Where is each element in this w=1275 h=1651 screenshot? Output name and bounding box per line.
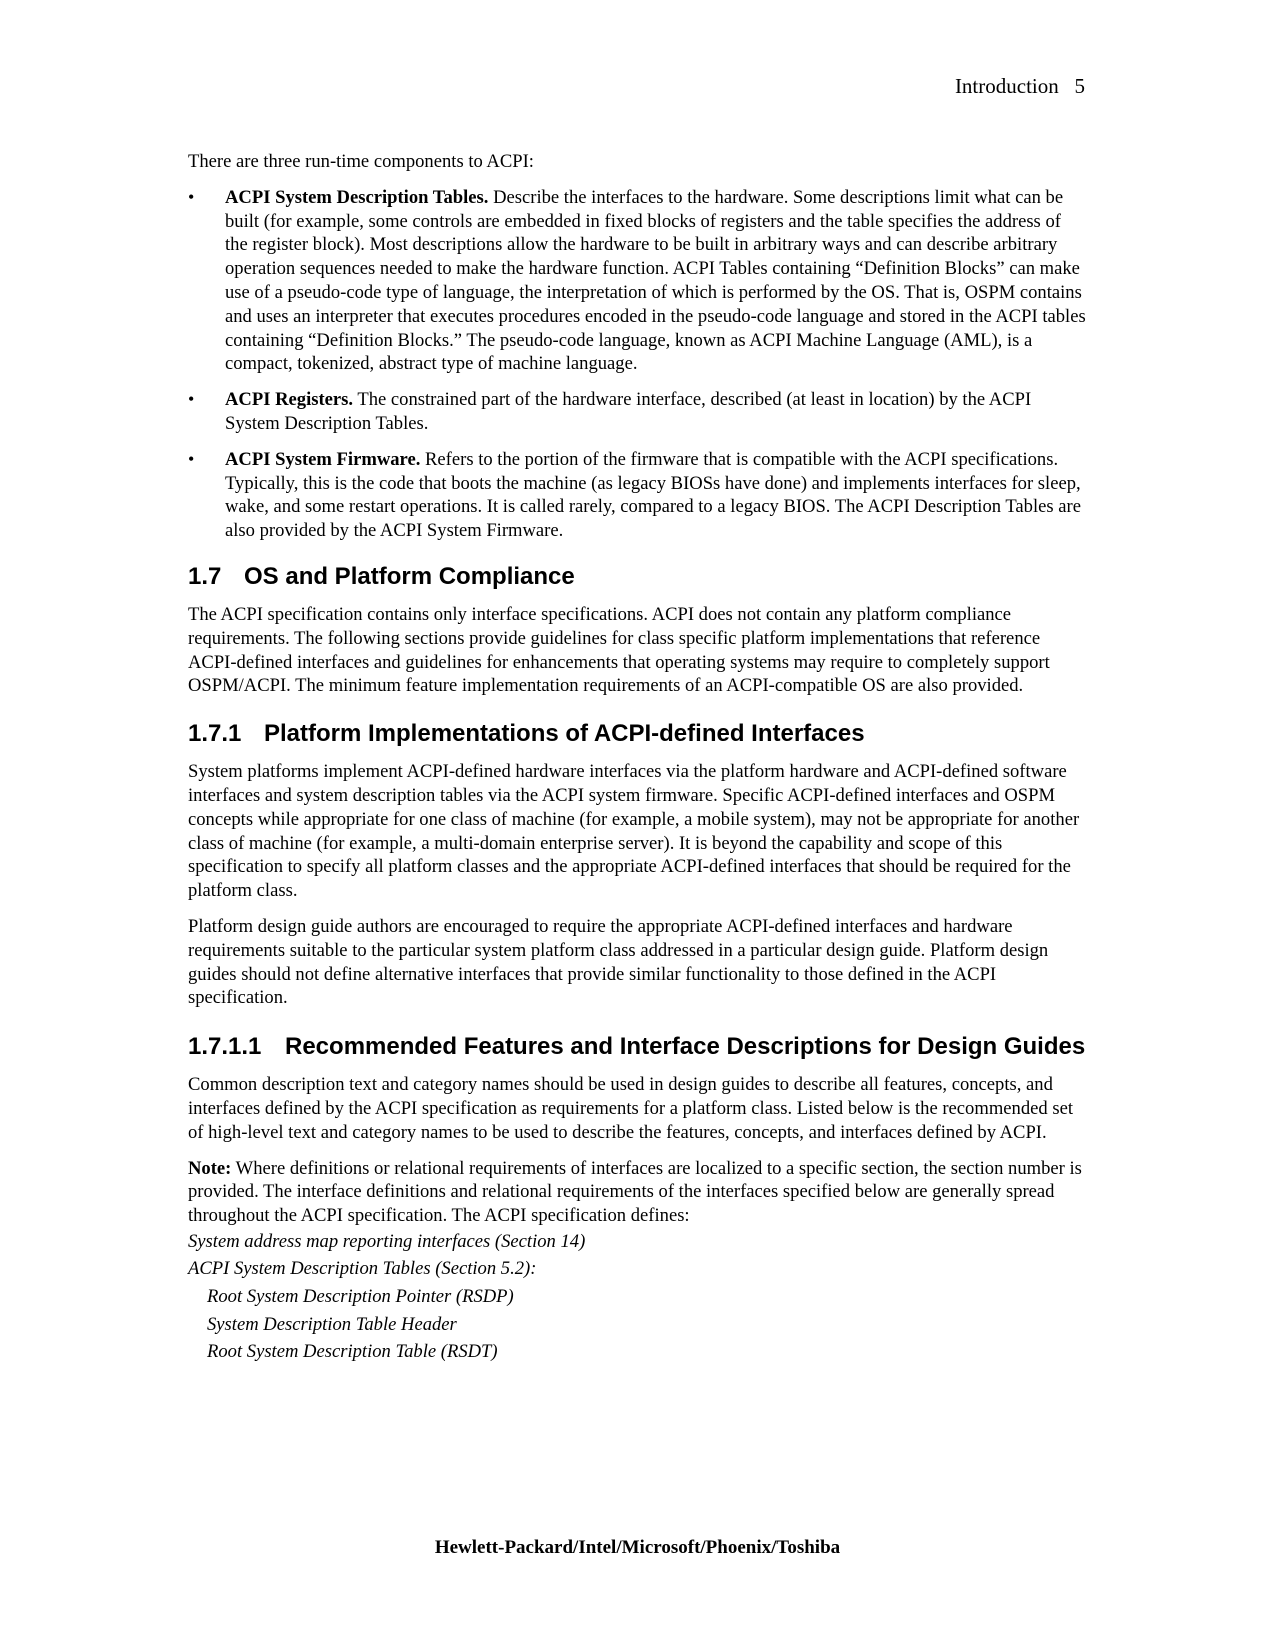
paragraph: Common description text and category names should be used in design guides to describe all features, concepts, and interfaces defined by the ACPI specification as requirements for a platform class. Listed below is the recommended set of high-level text and category names to be used to describe the features, concepts, and interfaces defined by ACPI.: [188, 1074, 1073, 1143]
paragraph: The ACPI specification contains only interface specifications. ACPI does not contain any platform compliance requirements. The following sections provide guidelines for class specific platform implementations that reference ACPI-defined interfaces and guidelines for enhancements that operating systems may require to completely support OSPM/ACPI. The minimum feature implementation requirements of an ACPI-compatible OS are also provided.: [188, 603, 1050, 697]
section-heading-1-7: [188, 563, 1088, 591]
runtime-components-list: [188, 186, 1088, 543]
bullet-icon: •: [188, 186, 195, 207]
list-item: [188, 448, 1088, 543]
definition-item: System address map reporting interfaces (Section 14): [188, 1230, 586, 1252]
list-item-term: ACPI System Description Tables.: [225, 186, 489, 208]
paragraph: System platforms implement ACPI-defined hardware interfaces via the platform hardware and ACPI-defined software interfaces and system description tables via the ACPI system firmware. Specific ACPI-defined interfaces and OSPM concepts while appropriate for one class of machine (for example, a mobile system), may not be appropriate for another class of machine (for example, a multi-domain enterprise server). It is beyond the capability and scope of this specification to specify all platform classes and the appropriate ACPI-defined interfaces that should be required for the platform class.: [188, 761, 1080, 902]
definition-subitem: System Description Table Header: [207, 1313, 457, 1335]
section-heading-1-7-1: [188, 720, 1088, 748]
list-item-term: ACPI Registers.: [225, 389, 354, 411]
note-label: Note:: [188, 1157, 232, 1179]
definition-subitem: Root System Description Pointer (RSDP): [207, 1286, 514, 1308]
list-item-text: The constrained part of the hardware interface, described (at least in location) by the ACPI System Description Tables.: [225, 389, 1032, 434]
definitions-list: [188, 1228, 1088, 1366]
definition-subitem: Root System Description Table (RSDT): [207, 1341, 498, 1363]
section-heading-1-7-1-1: [188, 1032, 1088, 1061]
note-paragraph: [188, 1157, 1088, 1228]
list-item-term: ACPI System Firmware.: [225, 448, 421, 470]
page-content: [188, 150, 1088, 1366]
page-footer: Hewlett-Packard/Intel/Microsoft/Phoenix/Toshiba: [434, 1537, 841, 1558]
list-item: [188, 186, 1088, 376]
definition-item: ACPI System Description Tables (Section 5.2):: [188, 1258, 537, 1280]
section-title: Platform Implementations of ACPI-defined Interfaces: [264, 720, 865, 748]
section-number: 1.7: [188, 562, 222, 590]
section-title: Recommended Features and Interface Descriptions for Design Guides: [285, 1033, 1086, 1061]
running-header: [955, 74, 1085, 99]
section-title: OS and Platform Compliance: [244, 562, 575, 590]
bullet-icon: •: [188, 448, 195, 469]
list-item: [188, 388, 1088, 436]
page-number: 5: [1074, 74, 1085, 98]
note-text: Where definitions or relational requirements of interfaces are localized to a specific section, the section number is provided. The interface definitions and relational requirements of the interfaces specified below are generally spread throughout the ACPI specification. The ACPI specification defines:: [188, 1157, 1082, 1227]
section-number: 1.7.1.1: [188, 1033, 262, 1061]
paragraph: Platform design guide authors are encouraged to require the appropriate ACPI-defined interfaces and hardware requirements suitable to the particular system platform class addressed in a particular design guide. Platform design guides should not define alternative interfaces that provide similar functionality to those defined in the ACPI specification.: [188, 915, 1049, 1009]
list-item-text: Describe the interfaces to the hardware. Some descriptions limit what can be built (for example, some controls are embedded in fixed blocks of registers and the table specifies the address of the register block). Most descriptions allow the hardware to be built in arbitrary ways and can describe arbitrary operation sequences needed to make the hardware function. ACPI Tables containing “Definition Blocks” can make use of a pseudo-code type of language, the interpretation of which is performed by the OS. That is, OSPM contains and uses an interpreter that executes procedures encoded in the pseudo-code language and stored in the ACPI tables containing “Definition Blocks.” The pseudo-code language, known as ACPI Machine Language (AML), is a compact, tokenized, abstract type of machine language.: [225, 186, 1086, 375]
intro-paragraph: There are three run-time components to ACPI:: [188, 151, 534, 172]
list-item-text: Refers to the portion of the firmware that is compatible with the ACPI specifications. Typically, this is the code that boots the machine (as legacy BIOSs have done) and implements interfaces for sleep, wake, and some restart operations. It is called rarely, compared to a legacy BIOS. The ACPI Description Tables are also provided by the ACPI System Firmware.: [225, 448, 1081, 542]
section-number: 1.7.1: [188, 720, 242, 748]
chapter-title: Introduction: [954, 74, 1059, 98]
bullet-icon: •: [188, 389, 195, 410]
